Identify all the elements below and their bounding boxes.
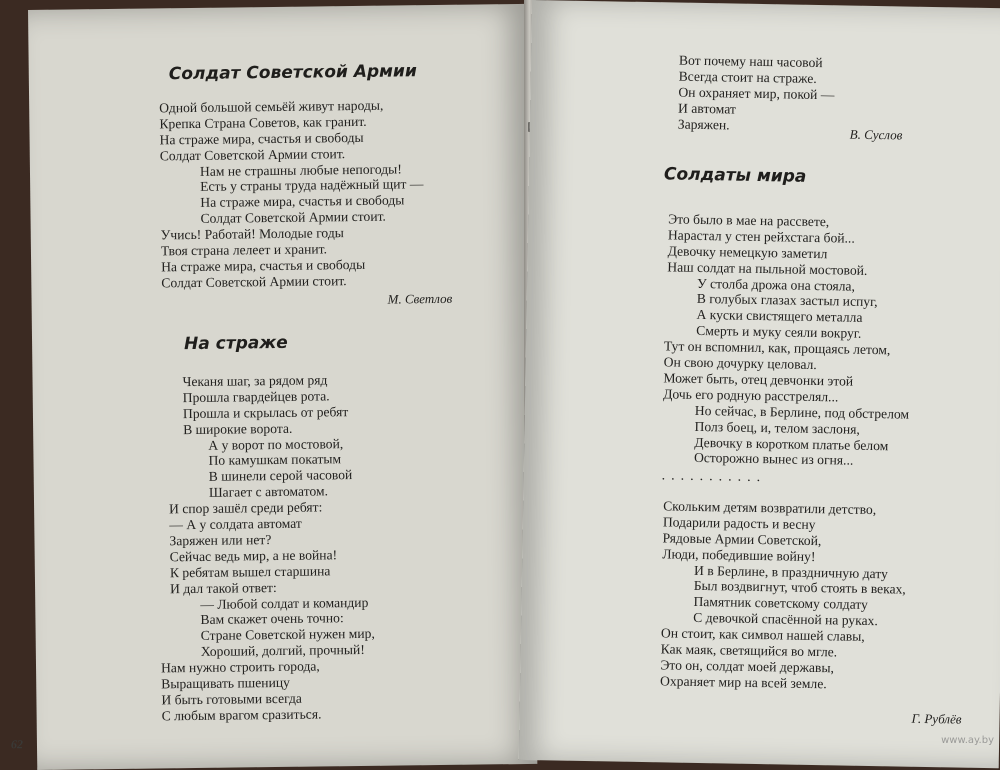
- poem-line: Чеканя шаг, за рядом ряд: [182, 372, 328, 390]
- poem-line: Он охраняет мир, покой —: [678, 84, 835, 103]
- poem-line: Может быть, отец девчонки этой: [663, 370, 854, 389]
- stanza: [694, 403, 909, 470]
- stanza: [208, 436, 352, 501]
- section-dots: ...........: [661, 468, 767, 486]
- stanza: [159, 98, 384, 164]
- poem-line: В голубых глазах застыл испуг,: [696, 291, 878, 310]
- page-number: 62: [10, 737, 24, 752]
- poem-line: Девочку немецкую заметил: [667, 243, 828, 261]
- poem-line: Стране Советской нужен мир,: [200, 626, 375, 644]
- poem-line: Твоя страна лелеет и хранит.: [160, 241, 328, 259]
- poem-line: А куски свистящего металла: [696, 307, 863, 326]
- poem-title-on-guard: На страже: [183, 332, 288, 355]
- poem-line: По камушкам покатым: [208, 451, 342, 469]
- poem-title-soldiers-of-peace: Солдаты мира: [663, 164, 807, 187]
- poem-line: Заряжен или нет?: [169, 532, 272, 549]
- right-page: [519, 0, 1000, 768]
- stanza: [161, 225, 366, 291]
- poem-line: Охраняет мир на всей земле.: [660, 673, 827, 692]
- stanza: [200, 594, 375, 660]
- poem-line: — Любой солдат и командир: [200, 594, 369, 612]
- poem-line: Рядовые Армии Советской,: [662, 530, 822, 548]
- poem-line: Солдат Советской Армии стоит.: [200, 208, 386, 227]
- author-signature: М. Светлов: [387, 290, 453, 307]
- poem-line: Нам нужно строить города,: [160, 658, 320, 676]
- poem-line: В шинели серой часовой: [208, 467, 353, 485]
- poem-line: Заряжен.: [677, 116, 730, 133]
- poem-line: Девочку в коротком платье белом: [694, 434, 889, 453]
- poem-line: Вам скажет очень точно:: [200, 610, 344, 628]
- poem-line: Прошла и скрылась от ребят: [182, 403, 349, 421]
- poem-line: Тут он вспомнил, как, прощаясь летом,: [663, 338, 891, 358]
- left-page: [10, 4, 537, 770]
- poem-line: Скольким детям возвратили детство,: [663, 498, 877, 518]
- site-watermark: www.ay.by: [941, 735, 994, 746]
- stanza: [169, 499, 338, 596]
- poem-line: В широкие ворота.: [183, 420, 293, 437]
- poem-line: Но сейчас, в Берлине, под обстрелом: [694, 402, 910, 422]
- stanza: [660, 626, 865, 693]
- stanza: [182, 372, 348, 438]
- poem-line: Одной большой семьёй живут народы,: [159, 97, 384, 116]
- poem-line: Смерть и муку сеяли вокруг.: [696, 323, 862, 342]
- poem-line: Он свою дочурку целовал.: [663, 354, 817, 373]
- stanza: [662, 498, 876, 565]
- poem-line: Нам не страшны любые непогоды!: [199, 161, 402, 179]
- poem-line: А у ворот по мостовой,: [208, 435, 344, 453]
- poem-line: Подарили радость и весну: [662, 514, 816, 532]
- poem-line: И автомат: [678, 100, 737, 117]
- poem-line: И быть готовыми всегда: [161, 690, 302, 708]
- poem-line: Есть у страны труда надёжный щит —: [200, 176, 424, 195]
- poem-line: Вот почему наш часовой: [678, 52, 823, 71]
- poem-line: На страже мира, счастья и свободы: [159, 129, 364, 148]
- poem-line: На страже мира, счастья и свободы: [200, 192, 405, 211]
- poem-line: С любым врагом сразиться.: [161, 706, 322, 724]
- stanza: [693, 563, 906, 630]
- poem-line: Хороший, долгий, прочный!: [200, 642, 365, 660]
- poem-line: Люди, победившие войну!: [662, 546, 816, 564]
- poem-line: К ребятам вышел старшина: [169, 563, 331, 581]
- poem-line: С девочкой спасённой на руках.: [693, 610, 878, 629]
- poem-line: И в Берлине, в праздничную дату: [693, 562, 888, 581]
- stanza: [200, 161, 424, 227]
- stanza: [667, 211, 868, 278]
- poem-line: Прошла гвардейцев рота.: [182, 388, 330, 406]
- poem-line: Это было в мае на рассвете,: [668, 211, 830, 230]
- stanza: [696, 276, 878, 343]
- poem-line: У столба дрожа она стояла,: [696, 275, 856, 294]
- poem-line: Как маяк, светящийся во мгле.: [660, 641, 838, 660]
- stanza: [161, 659, 322, 725]
- stanza: [678, 53, 835, 135]
- poem-line: Всегда стоит на страже.: [678, 68, 817, 86]
- author-signature: В. Суслов: [849, 126, 903, 143]
- poem-line: И дал такой ответ:: [169, 579, 277, 596]
- poem-line: Он стоит, как символ нашей славы,: [660, 625, 865, 645]
- poem-line: На страже мира, счастья и свободы: [161, 256, 366, 275]
- poem-line: Был воздвигнут, чтоб стоять в веках,: [693, 578, 906, 598]
- poem-line: Наш солдат на пыльной мостовой.: [667, 259, 868, 278]
- poem-title-soldier-soviet-army: Солдат Советской Армии: [168, 61, 417, 85]
- poem-line: Сейчас ведь мир, а не война!: [169, 547, 338, 565]
- poem-line: Нарастал у стен рейхстага бой...: [667, 227, 855, 246]
- poem-line: Солдат Советской Армии стоит.: [159, 145, 346, 164]
- poem-line: Крепка Страна Советов, как гранит.: [159, 113, 367, 132]
- poem-line: Шагает с автоматом.: [208, 483, 329, 501]
- stanza: [663, 339, 890, 407]
- poem-line: Памятник советскому солдату: [693, 594, 869, 613]
- poem-line: Дочь его родную расстрелял...: [663, 386, 839, 405]
- poem-line: Осторожно вынес из огня...: [693, 450, 854, 469]
- poem-line: Это он, солдат моей державы,: [660, 657, 835, 676]
- poem-line: Солдат Советской Армии стоит.: [161, 272, 347, 291]
- poem-line: И спор зашёл среди ребят:: [169, 499, 323, 517]
- poem-line: — А у солдата автомат: [169, 515, 302, 533]
- poem-line: Выращивать пшеницу: [161, 674, 290, 692]
- poem-line: Учись! Работай! Молодые годы: [160, 225, 344, 243]
- poem-line: Полз боец, и, телом заслоня,: [694, 418, 860, 437]
- author-signature: Г. Рублёв: [911, 710, 962, 727]
